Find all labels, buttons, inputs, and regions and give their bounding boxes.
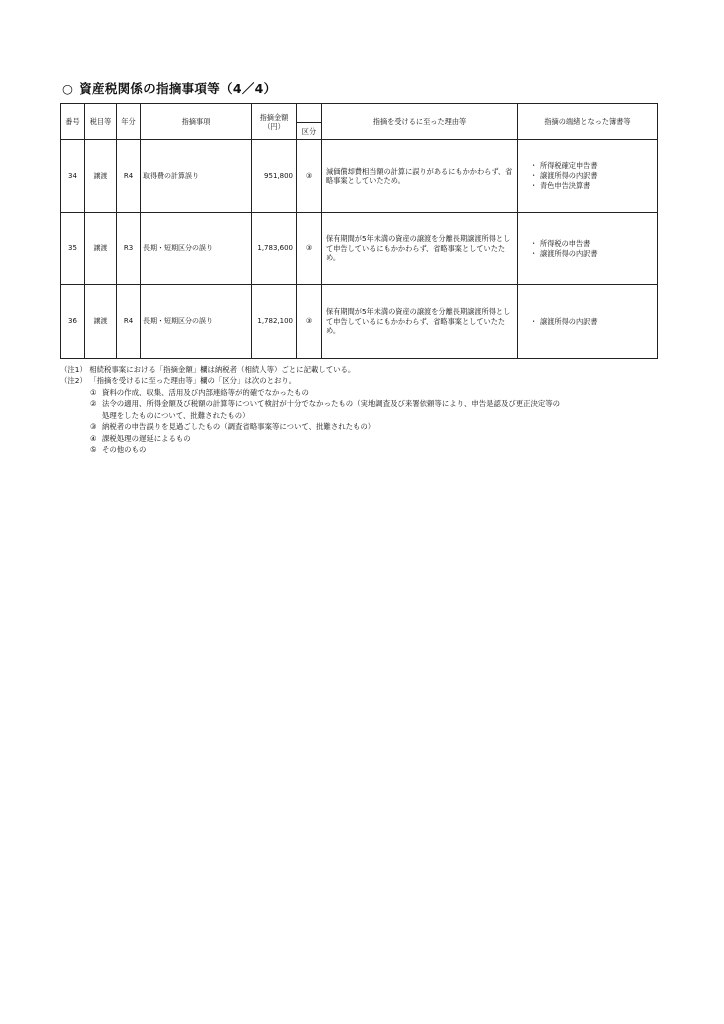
doc-item: ・ 所得税確定申告書: [530, 161, 598, 171]
row-reason: 保有期間が5年未満の資産の譲渡を分離長期譲渡所得として申告しているにもかかわらず、省略事案としていたため。: [322, 285, 518, 359]
doc-item: ・ 青色申告決算書: [530, 180, 591, 190]
row-tax-item: 譲渡: [85, 213, 117, 285]
note-1-text: 相続税事案における「指摘金額」欄は納税者（相続人等）ごとに記載している。: [89, 365, 356, 374]
header-amount-line1: 指摘金額: [259, 112, 289, 122]
table-row: [61, 140, 658, 213]
row-category: ③: [297, 213, 322, 285]
row-reason: 減価償却費相当額の計算に誤りがあるにもかかわらず、省略事案としていたため。: [322, 140, 518, 213]
row-number: 34: [61, 140, 85, 213]
row-tax-item: 譲渡: [85, 285, 117, 359]
note-2-label: （注2）: [60, 376, 87, 386]
table-row: [61, 285, 658, 359]
row-finding: 長期・短期区分の誤り: [141, 213, 252, 285]
header-reason: 指摘を受けるに至った理由等: [322, 104, 518, 140]
doc-item: ・ 所得税の申告書: [530, 238, 591, 248]
category-item: ② 法令の適用、所得金額及び税額の計算等について検討が十分でなかったもの（実地調査及び来署依頼等により、申告是認及び更正決定等の: [90, 399, 561, 409]
category-item: ⑤ その他のもの: [90, 445, 147, 455]
title-text: 資産税関係の指摘事項等（4／4）: [79, 81, 277, 96]
category-item-continuation: 処理をしたものについて、批難されたもの）: [102, 410, 250, 420]
row-amount: 951,800: [252, 140, 297, 213]
row-number: 36: [61, 285, 85, 359]
header-number: 番号: [61, 104, 85, 140]
header-amount: [252, 104, 297, 140]
category-item: ④ 課税処理の遅延によるもの: [90, 433, 191, 443]
row-docs: [518, 285, 658, 359]
row-year: R3: [117, 213, 141, 285]
row-docs: [518, 213, 658, 285]
row-finding: 長期・短期区分の誤り: [141, 285, 252, 359]
row-year: R4: [117, 285, 141, 359]
category-item: ③ 納税者の申告誤りを見過ごしたもの（調査省略事案等について、批難されたもの）: [90, 422, 376, 432]
header-category: 区分: [297, 123, 322, 140]
doc-item: ・ 譲渡所得の内訳書: [530, 248, 598, 258]
table-row: [61, 213, 658, 285]
header-amount-line2: （円）: [263, 121, 285, 131]
header-year: 年分: [117, 104, 141, 140]
doc-item: ・ 譲渡所得の内訳書: [530, 171, 598, 181]
row-amount: 1,782,100: [252, 285, 297, 359]
header-finding: 指摘事項: [141, 104, 252, 140]
row-amount: 1,783,600: [252, 213, 297, 285]
row-finding: 取得費の計算誤り: [141, 140, 252, 213]
page-title: [62, 79, 276, 97]
row-reason: 保有期間が5年未満の資産の譲渡を分離長期譲渡所得として申告しているにもかかわらず、省略事案としていたため。: [322, 213, 518, 285]
header-docs: 指摘の端緒となった簿書等: [518, 104, 658, 140]
row-year: R4: [117, 140, 141, 213]
note-2-text: 「指摘を受けるに至った理由等」欄の「区分」は次のとおり。: [89, 376, 297, 386]
row-tax-item: 譲渡: [85, 140, 117, 213]
note-1: [60, 364, 680, 375]
findings-table: [60, 103, 658, 359]
row-category: ③: [297, 140, 322, 213]
row-number: 35: [61, 213, 85, 285]
row-category: ③: [297, 285, 322, 359]
note-1-label: （注1）: [60, 365, 87, 374]
category-item: ① 資料の作成、収集、活用及び内部連絡等が的確でなかったもの: [90, 387, 309, 397]
notes-section: [60, 364, 680, 456]
header-tax-item: 税目等: [85, 104, 117, 140]
row-docs: [518, 140, 658, 213]
note-2: [60, 375, 680, 386]
doc-item: ・ 譲渡所得の内訳書: [530, 316, 598, 326]
title-marker: ○: [62, 81, 74, 96]
